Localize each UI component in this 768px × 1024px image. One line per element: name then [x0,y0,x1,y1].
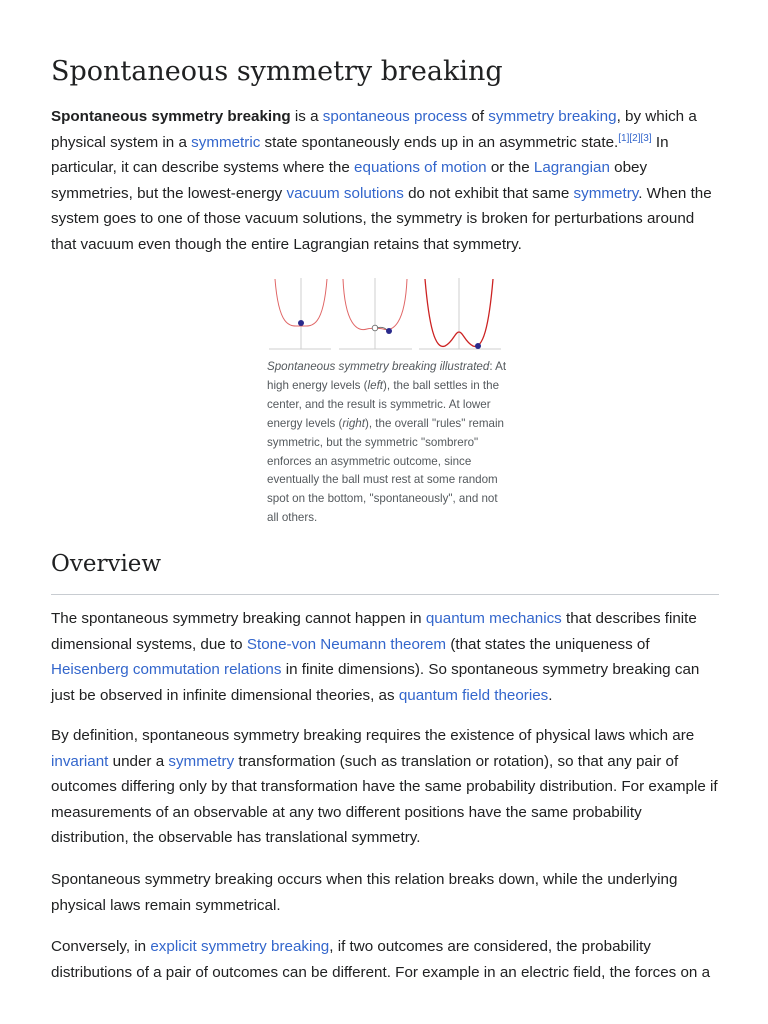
link-symmetry-2[interactable]: symmetry [168,752,235,770]
link-symmetric[interactable]: symmetric [191,133,261,151]
link-invariant[interactable]: invariant [51,752,109,770]
ball-ghost [372,325,378,331]
caption-title: Spontaneous symmetry breaking illustrated [267,360,490,373]
figure-caption: Spontaneous symmetry breaking illustrated: At high energy levels (left), the ball settles in the center, and the result is symmetric. At lower energy levels (right), the overall "rules" remain symmetric, but the symmetric "sombrero" enforces an asymmetric outcome, since eventually the ball must rest at some random spot on the bottom, "spontaneously", and not all others. [267,360,507,525]
bold-term: Spontaneous symmetry breaking [51,108,291,125]
link-heisenberg-commutation-relations[interactable]: Heisenberg commutation relations [51,661,282,678]
overview-paragraph-4: Conversely, in explicit symmetry breaking, if two outcomes are considered, the probability distributions of a pair of outcomes can be different. For example in an electric field, the forces on a [51,938,711,981]
link-symmetry[interactable]: symmetry [573,184,639,202]
intro-paragraph: Spontaneous symmetry breaking is a spontaneous process of symmetry breaking, by which a physical system in a symmetric state spontaneously ends up in an asymmetric state.[1][2][3] In particular, it can describe systems where the equations of motion or the Lagrangian obey symmetries, but the lowest-energy vacuum solutions do not exhibit that same symmetry. When the system goes to one of those vacuum solutions, the symmetry is broken for perturbations around that vacuum even though the entire Lagrangian retains that symmetry. [51,108,712,253]
overview-paragraph-2: By definition, spontaneous symmetry breaking requires the existence of physical laws which are invariant under a symmetry transformation (such as translation or rotation), so that any pair of outcomes differing only by that transformation have the same probability distribution. For example if measurements of an observable at any two different positions have the same probability distribution, the observable has translational symmetry. [51,727,718,846]
link-equations-of-motion[interactable]: equations of motion [354,159,487,176]
potential-wells-illustration [267,276,507,352]
link-explicit-symmetry-breaking[interactable]: explicit symmetry breaking [150,938,330,955]
overview-paragraph-3: Spontaneous symmetry breaking occurs when this relation breaks down, while the underlying physical laws remain symmetrical. [51,871,678,914]
link-stone-von-neumann-theorem[interactable]: Stone-von Neumann theorem [246,635,447,653]
section-divider [51,594,719,595]
figure [267,276,507,528]
link-spontaneous-process[interactable]: spontaneous process [322,108,468,125]
link-lagrangian[interactable]: Lagrangian [533,159,610,176]
link-quantum-mechanics[interactable]: quantum mechanics [425,610,562,627]
ball-high-energy [298,320,304,326]
section-heading-overview: Overview [51,551,162,577]
link-quantum-field-theories[interactable]: quantum field theories [398,686,549,704]
link-symmetry-breaking[interactable]: symmetry breaking [488,108,617,125]
overview-paragraph-1: The spontaneous symmetry breaking cannot happen in quantum mechanics that describes finite dimensional systems, due to Stone-von Neumann theorem (that states the uniqueness of Heisenberg commutation relations in finite dimensions). So spontaneous symmetry breaking can just be observed in infinite dimensional theories, as quantum field theories. [51,610,700,704]
ball-low-energy [475,343,481,349]
ball-intermediate [386,328,392,334]
link-vacuum-solutions[interactable]: vacuum solutions [286,184,404,202]
reference-links[interactable]: [1][2][3] [618,132,652,144]
page-title: Spontaneous symmetry breaking [51,56,503,87]
